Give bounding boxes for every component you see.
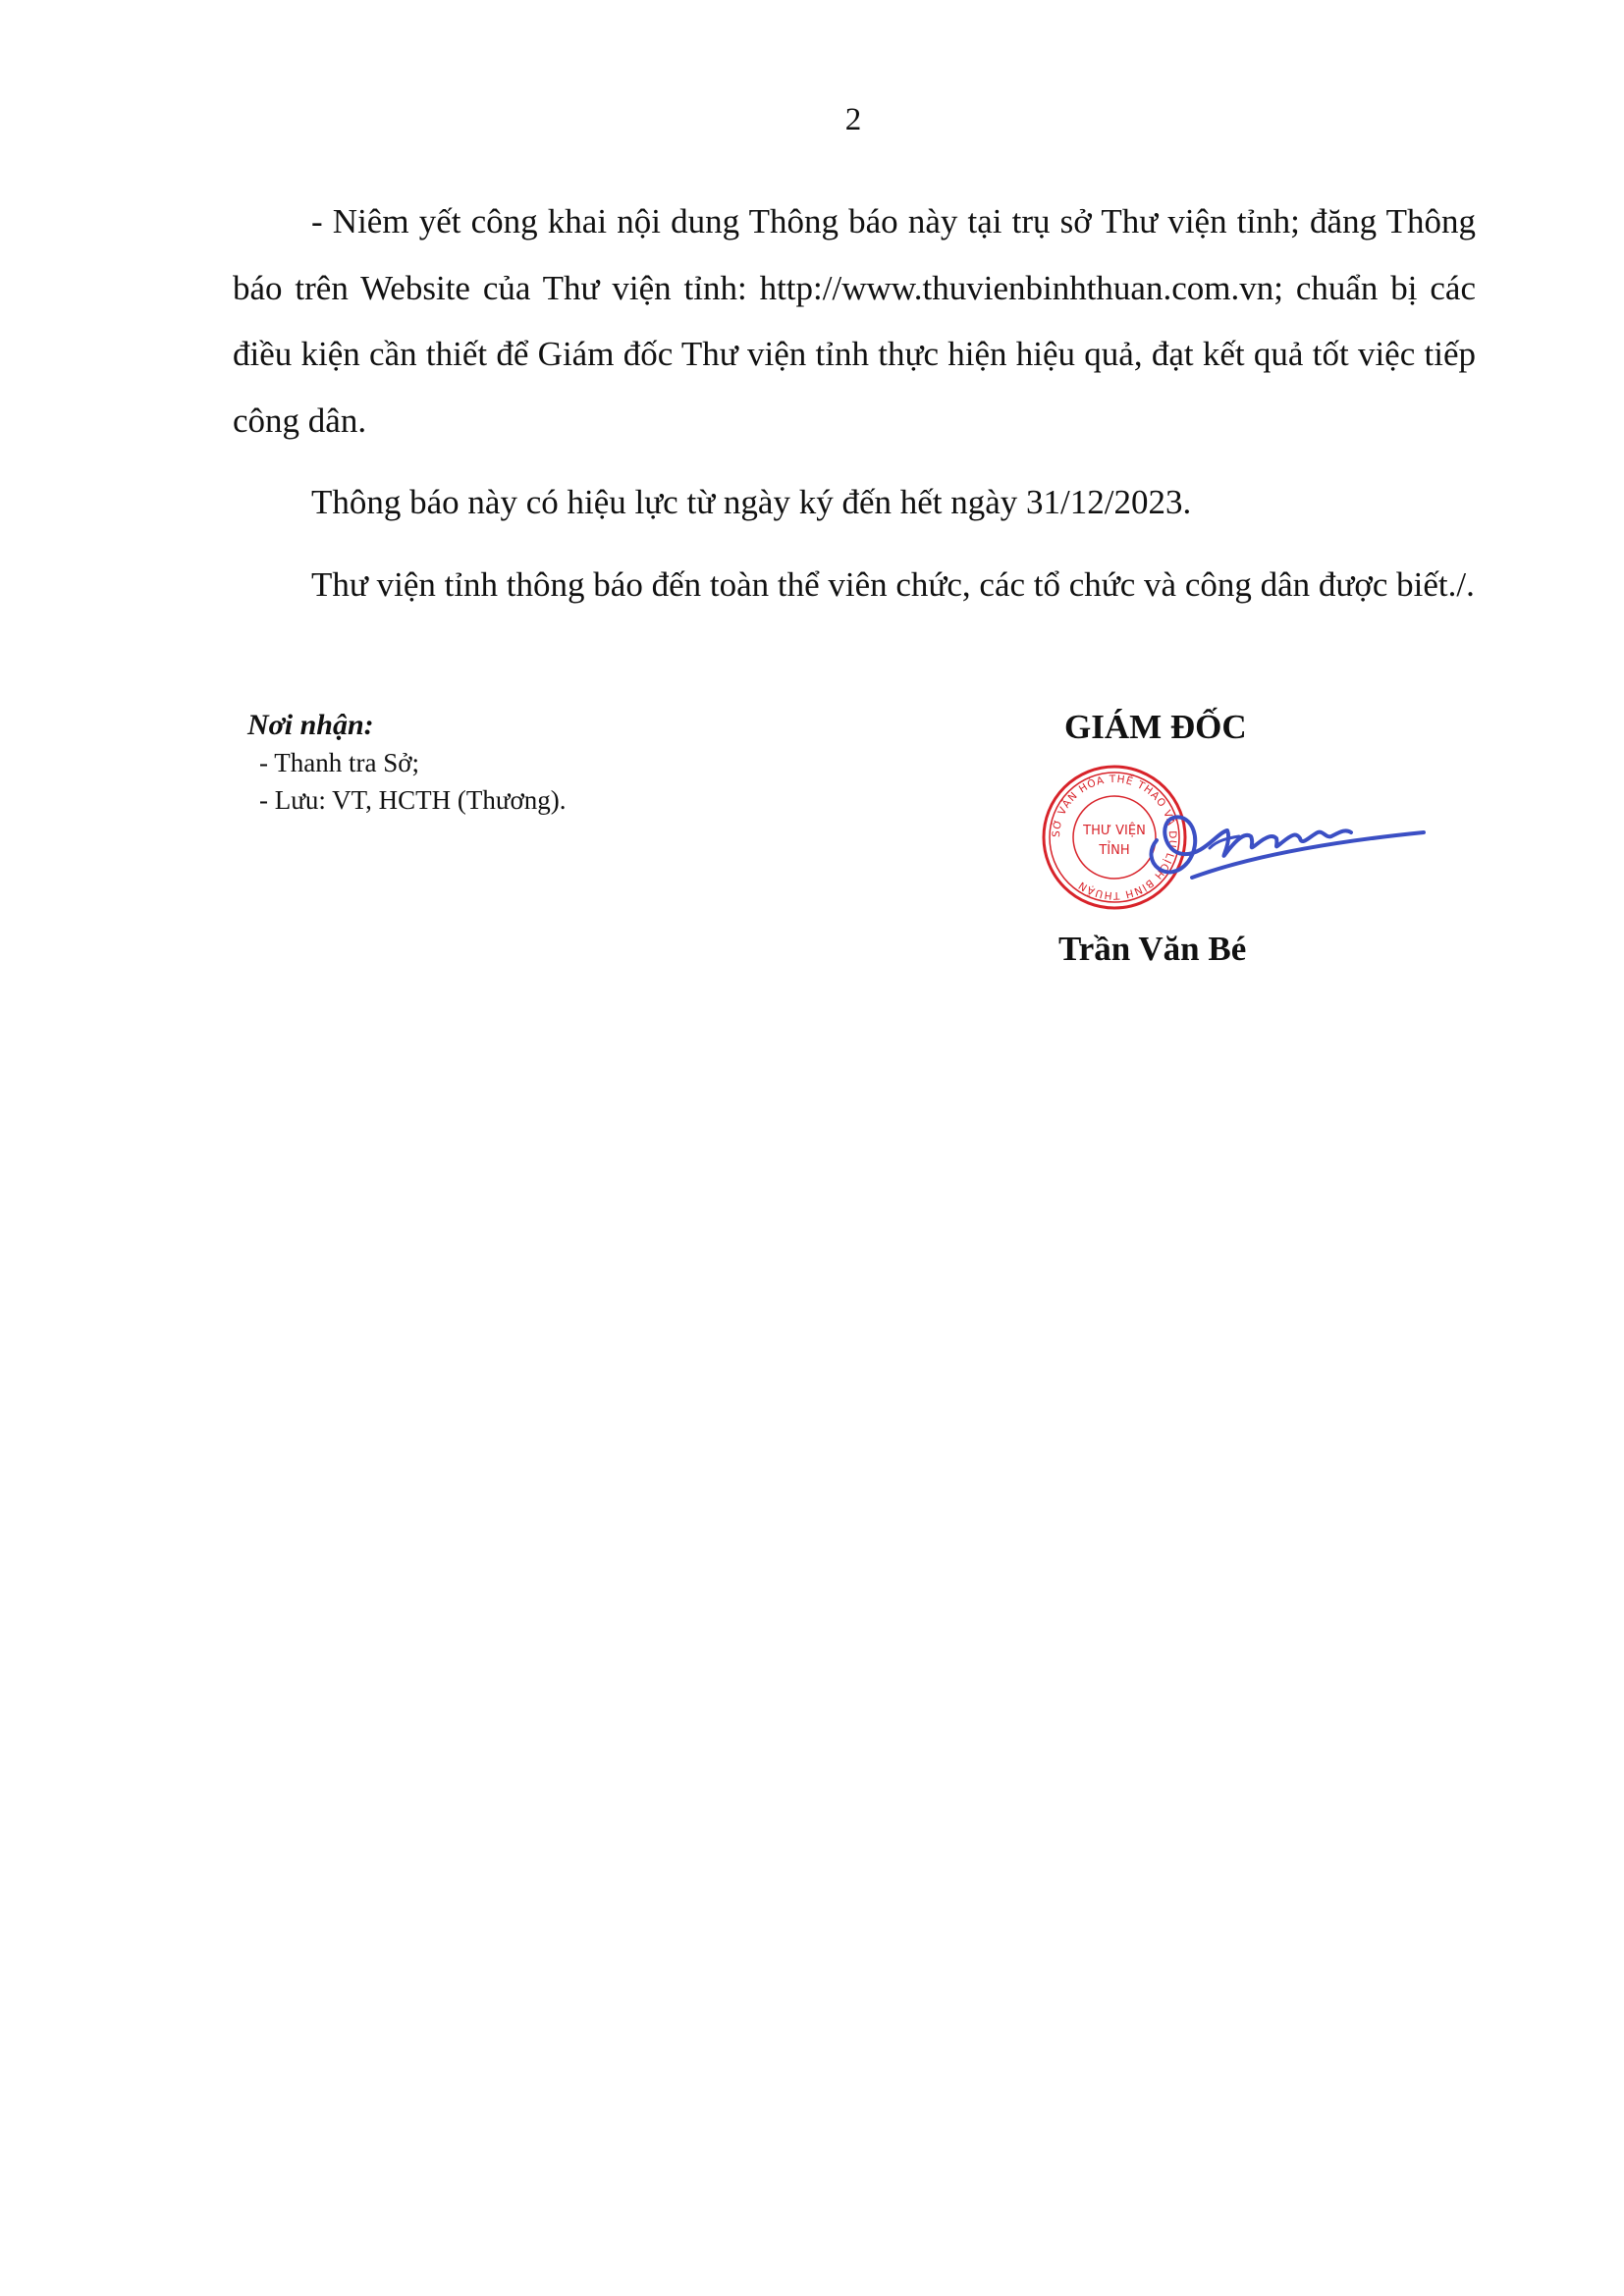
handwritten-signature-icon <box>1129 793 1434 891</box>
signer-title: GIÁM ĐỐC <box>1064 708 1247 746</box>
paragraph-posting-notice: - Niêm yết công khai nội dung Thông báo này tại trụ sở Thư viện tỉnh; đăng Thông báo trên Website của Thư viện tỉnh: http://www.thuvienbinhthuan.com.vn; chuẩn bị các điều kiện cần thiết để Giám đốc Thư viện tỉnh thực hiện hiệu quả, đạt kết quả tốt việc tiếp công dân. <box>233 202 1476 440</box>
document-body <box>233 188 1476 633</box>
signature-block <box>982 703 1453 988</box>
seal-center-line2: TỈNH <box>1099 843 1130 858</box>
recipient-item: - Thanh tra Sở; <box>259 748 420 777</box>
recipients-heading: Nơi nhận: <box>247 709 374 741</box>
page-number: 2 <box>844 102 862 137</box>
seal-center-line1: THƯ VIỆN <box>1083 824 1146 838</box>
paragraph-effective-date: Thông báo này có hiệu lực từ ngày ký đến hết ngày 31/12/2023. <box>311 483 1192 521</box>
paragraph-announcement: Thư viện tỉnh thông báo đến toàn thể viên chức, các tổ chức và công dân được biết./. <box>311 564 1475 604</box>
recipient-item: - Lưu: VT, HCTH (Thương). <box>259 785 567 815</box>
recipients-block <box>247 707 837 819</box>
signer-name: Trần Văn Bé <box>1058 930 1247 968</box>
seal-outer-text: SỞ VĂN HÓA THỂ THAO VÀ DU LỊCH BÌNH THUẬN <box>1050 773 1179 902</box>
